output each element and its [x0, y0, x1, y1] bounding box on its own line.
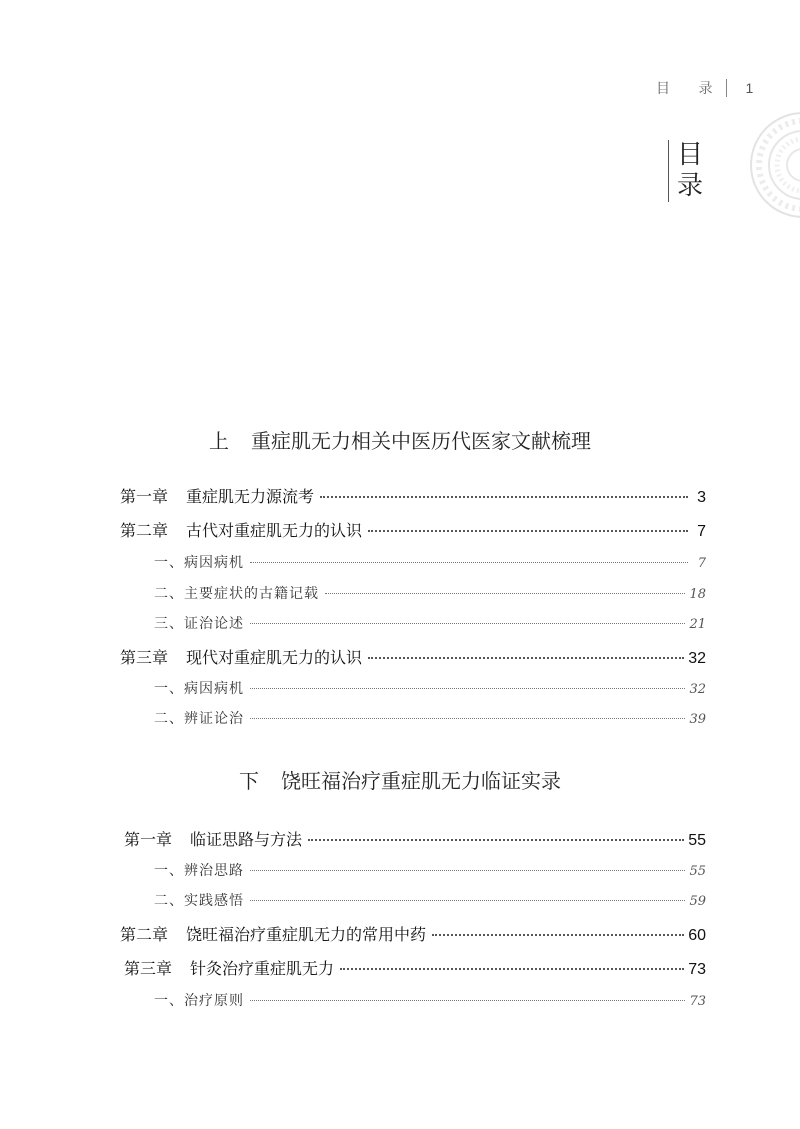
toc-title: 临证思路与方法 — [190, 832, 303, 849]
toc-chapter[interactable] — [120, 518, 706, 541]
dot-leader — [250, 717, 685, 719]
toc-number: 二、 — [154, 711, 184, 727]
toc-number: 一、 — [154, 555, 184, 571]
page-title — [668, 140, 703, 202]
toc-chapter[interactable] — [120, 484, 706, 507]
toc-title: 治疗原则 — [184, 993, 244, 1009]
dot-leader — [308, 838, 684, 841]
dot-leader — [368, 656, 684, 659]
part-mark: 下 — [239, 769, 259, 793]
part-heading-lower — [0, 765, 800, 794]
toc-title: 辨治思路 — [184, 863, 244, 879]
toc-title: 现代对重症肌无力的认识 — [186, 650, 363, 667]
toc-page: 55 — [689, 864, 706, 879]
toc-page: 32 — [688, 650, 706, 667]
toc-title: 病因病机 — [184, 555, 244, 571]
toc-page: 60 — [688, 927, 706, 944]
toc-chapter[interactable] — [120, 922, 706, 945]
dot-leader — [250, 899, 685, 901]
dot-leader — [250, 561, 688, 563]
toc-number: 一、 — [154, 681, 184, 697]
dot-leader — [320, 495, 688, 498]
toc-number: 第三章 — [124, 961, 173, 978]
dot-leader — [432, 933, 684, 936]
toc-title: 病因病机 — [184, 681, 244, 697]
toc-section[interactable] — [154, 613, 706, 633]
running-head — [656, 78, 753, 98]
toc-page: 39 — [689, 712, 706, 727]
toc-section[interactable] — [154, 860, 706, 880]
toc-title: 饶旺福治疗重症肌无力的常用中药 — [186, 927, 427, 944]
part-title: 饶旺福治疗重症肌无力临证实录 — [281, 769, 561, 793]
dot-leader — [325, 592, 685, 594]
toc-number: 第一章 — [120, 489, 169, 506]
toc-page: 21 — [689, 617, 706, 632]
page-number: 1 — [745, 80, 754, 96]
toc-chapter[interactable] — [120, 645, 706, 668]
running-head-divider — [726, 79, 727, 97]
part-heading-upper — [0, 425, 800, 454]
toc-title: 实践感悟 — [184, 893, 244, 909]
toc-section[interactable] — [154, 708, 706, 728]
toc-section[interactable] — [154, 552, 706, 572]
toc-page: 73 — [688, 961, 706, 978]
toc-page: 3 — [697, 489, 706, 506]
toc-number: 一、 — [154, 863, 184, 879]
toc-number: 第一章 — [124, 832, 173, 849]
part-title: 重症肌无力相关中医历代医家文献梳理 — [251, 429, 591, 453]
decorative-ornament — [748, 110, 800, 220]
toc-section[interactable] — [154, 583, 706, 603]
dot-leader — [250, 869, 685, 871]
toc-page: 7 — [697, 556, 706, 571]
dot-leader — [250, 687, 685, 689]
toc-number: 二、 — [154, 893, 184, 909]
dot-leader — [250, 622, 685, 624]
toc-title: 主要症状的古籍记载 — [184, 586, 319, 602]
toc-title: 重症肌无力源流考 — [186, 489, 315, 506]
toc-chapter[interactable] — [124, 956, 706, 979]
part-mark: 上 — [209, 429, 229, 453]
toc-title: 针灸治疗重症肌无力 — [190, 961, 335, 978]
toc-number: 一、 — [154, 993, 184, 1009]
toc-section[interactable] — [154, 990, 706, 1010]
toc-chapter[interactable] — [124, 827, 706, 850]
running-head-title: 目 录 — [656, 81, 725, 97]
toc-title: 证治论述 — [184, 616, 244, 632]
page-title-char: 目 — [677, 140, 704, 170]
toc-number: 三、 — [154, 616, 184, 632]
toc-number: 第二章 — [120, 523, 169, 540]
toc-number: 第三章 — [120, 650, 169, 667]
toc-title: 辨证论治 — [184, 711, 244, 727]
toc-page: 7 — [697, 523, 706, 540]
toc-number: 二、 — [154, 586, 184, 602]
dot-leader — [250, 999, 685, 1001]
toc-title: 古代对重症肌无力的认识 — [186, 523, 363, 540]
toc-section[interactable] — [154, 678, 706, 698]
toc-page: 73 — [689, 994, 706, 1009]
toc-page: 55 — [688, 832, 706, 849]
dot-leader — [340, 967, 684, 970]
page-title-char: 录 — [677, 171, 704, 201]
toc-page: 18 — [689, 587, 706, 602]
toc-section[interactable] — [154, 890, 706, 910]
dot-leader — [368, 529, 688, 532]
toc-page: 59 — [689, 894, 706, 909]
toc-page: 32 — [689, 682, 706, 697]
toc-number: 第二章 — [120, 927, 169, 944]
